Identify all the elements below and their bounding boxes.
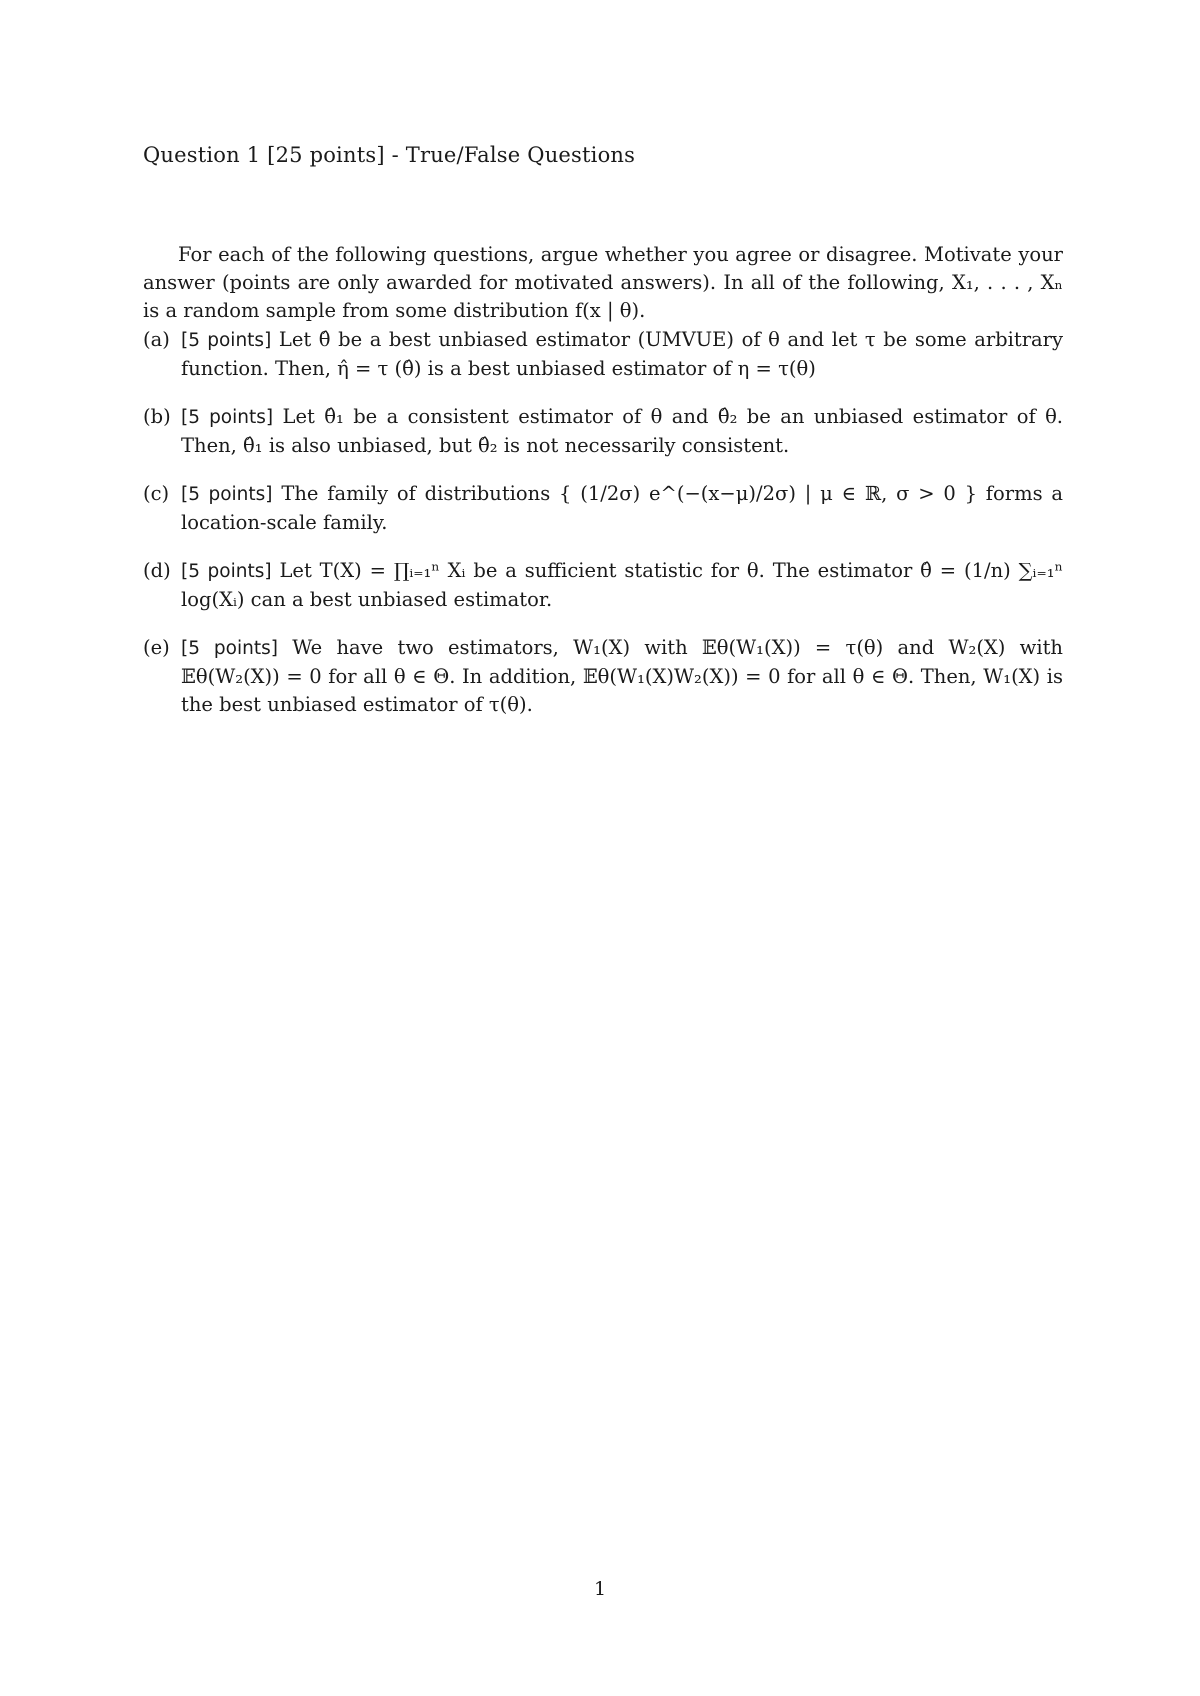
item-points: [5 points] [181, 484, 273, 505]
question-item-e [143, 634, 1063, 719]
item-text: The family of distributions { (1/2σ) e^(−(x−μ)/2σ) | μ ∈ ℝ, σ > 0 } forms a location-scale family. [181, 482, 1064, 534]
question-item-b [143, 403, 1063, 460]
item-label: (e) [143, 636, 170, 659]
item-text: Let θ̂ be a best unbiased estimator (UMVUE) of θ and let τ be some arbitrary function. Then, η̂ = τ (θ̂) is a best unbiased estimator of η = τ(θ) [181, 328, 1064, 380]
item-points: [5 points] [181, 330, 272, 351]
item-text: Let T(X) = ∏ᵢ₌₁ⁿ Xᵢ be a sufficient statistic for θ. The estimator θ̂ = (1/n) ∑ᵢ₌₁ⁿ log(Xᵢ) can a best unbiased estimator. [181, 559, 1064, 611]
question-item-a [143, 326, 1063, 383]
question-heading: Question 1 [25 points] - True/False Questions [143, 143, 636, 167]
question-list [143, 326, 1063, 739]
item-points: [5 points] [181, 561, 272, 582]
question-item-d [143, 557, 1063, 614]
question-item-c [143, 480, 1063, 537]
item-label: (c) [143, 482, 170, 505]
item-label: (d) [143, 559, 171, 582]
item-points: [5 points] [181, 407, 274, 428]
item-text: Let θ̂₁ be a consistent estimator of θ and θ̂₂ be an unbiased estimator of θ. Then, θ̂₁ is also unbiased, but θ̂₂ is not necessarily consistent. [181, 405, 1064, 457]
item-label: (b) [143, 405, 171, 428]
item-points: [5 points] [181, 638, 278, 659]
item-label: (a) [143, 328, 170, 351]
intro-paragraph: For each of the following questions, argue whether you agree or disagree. Motivate your answer (points are only awarded for motivated answers). In all of the following, X₁, . . . , Xₙ is a random sample from some distribution f(x | θ). [143, 242, 1063, 322]
item-text: We have two estimators, W₁(X) with 𝔼θ(W₁(X)) = τ(θ) and W₂(X) with 𝔼θ(W₂(X)) = 0 for all θ ∈ Θ. In addition, 𝔼θ(W₁(X)W₂(X)) = 0 for all θ ∈ Θ. Then, W₁(X) is the best unbiased estimator of τ(θ). [181, 636, 1063, 716]
page-number: 1 [593, 1578, 607, 1600]
